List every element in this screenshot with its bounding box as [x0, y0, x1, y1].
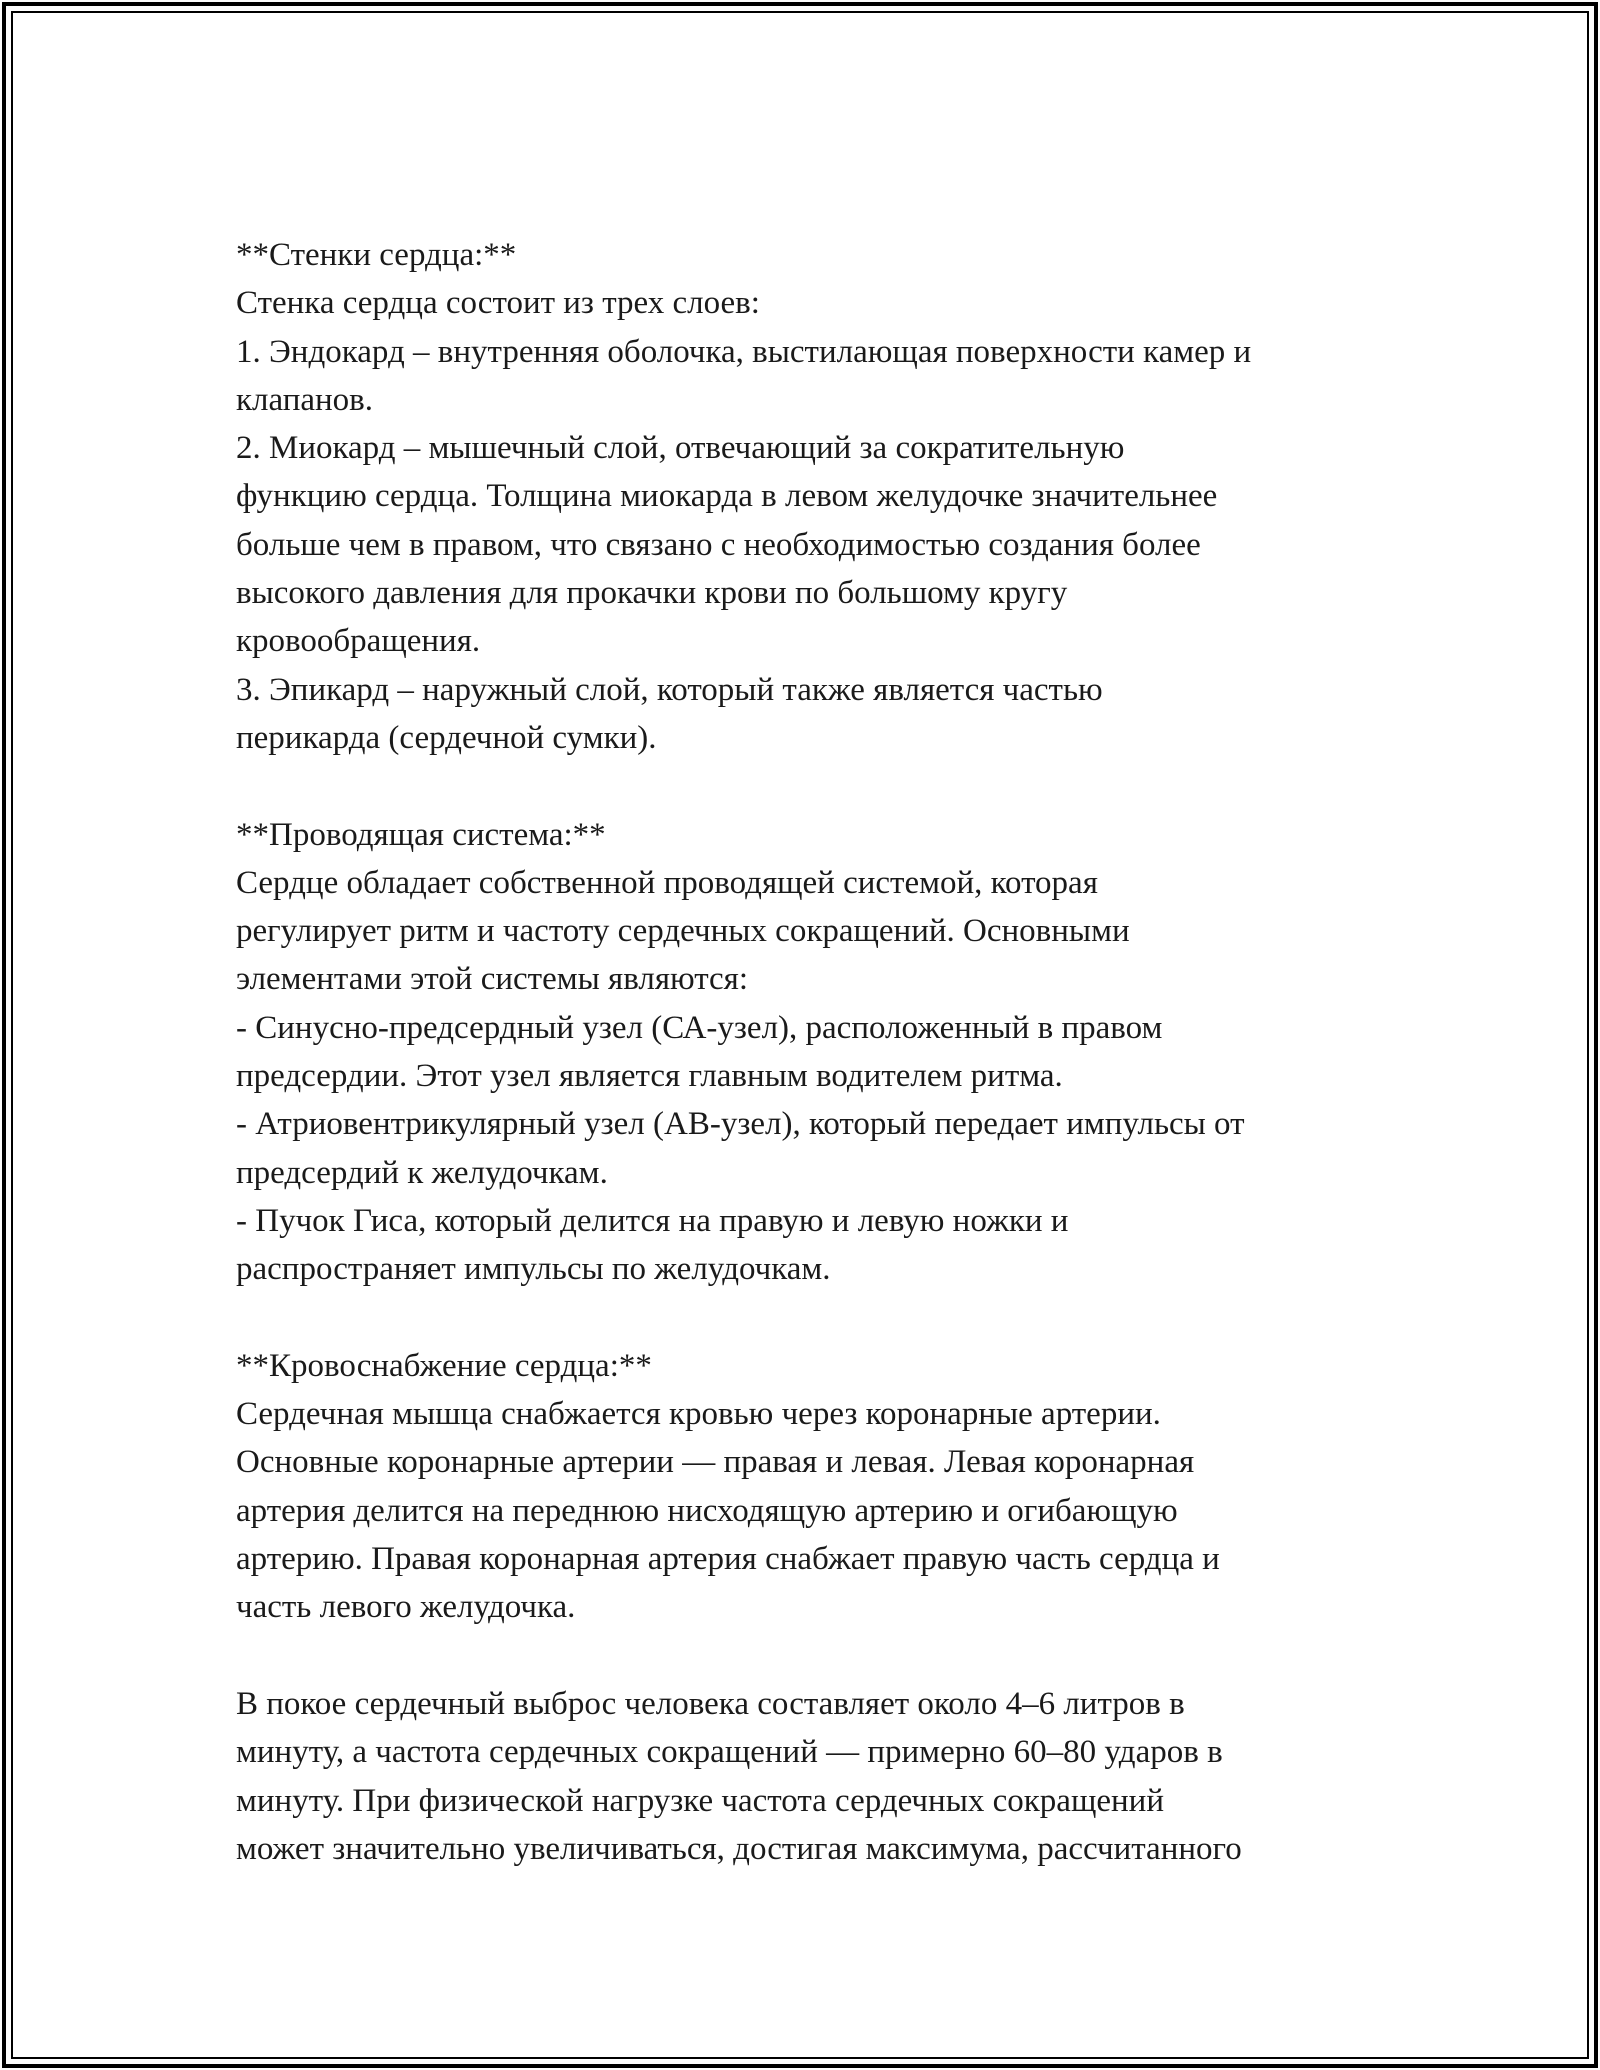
- paragraph-line: функцию сердца. Толщина миокарда в левом желудочке значительнее: [236, 478, 1218, 515]
- paragraph-spacer: [236, 1294, 1386, 1342]
- paragraph-line: артерию. Правая коронарная артерия снабжает правую часть сердца и: [236, 1541, 1220, 1578]
- paragraph-line: минуту. При физической нагрузке частота сердечных сокращений: [236, 1782, 1164, 1819]
- paragraph-line: - Синусно-предсердный узел (СА-узел), расположенный в правом: [236, 1009, 1163, 1046]
- paragraph-line: клапанов.: [236, 381, 374, 418]
- paragraph-line: Стенка сердца состоит из трех слоев:: [236, 285, 760, 322]
- paragraph-line: часть левого желудочка.: [236, 1589, 576, 1626]
- section-walls: [236, 231, 1386, 762]
- paragraph-line: - Пучок Гиса, который делится на правую и левую ножки и: [236, 1202, 1069, 1239]
- paragraph-line: кровообращения.: [236, 623, 481, 660]
- paragraph-line: 1. Эндокард – внутренняя оболочка, выстилающая поверхности камер и: [236, 333, 1252, 370]
- paragraph-line: больше чем в правом, что связано с необходимостью создания более: [236, 526, 1201, 563]
- paragraph-line: В покое сердечный выброс человека составляет около 4–6 литров в: [236, 1685, 1185, 1722]
- paragraph-line: перикарда (сердечной сумки).: [236, 719, 657, 756]
- section-cardiac-output: [236, 1680, 1386, 1873]
- paragraph-line: Сердце обладает собственной проводящей системой, которая: [236, 864, 1098, 901]
- paragraph-line: минуту, а частота сердечных сокращений — примерно 60–80 ударов в: [236, 1734, 1223, 1771]
- paragraph-line: распространяет импульсы по желудочкам.: [236, 1251, 831, 1288]
- section-conduction-system: [236, 811, 1386, 1294]
- paragraph-line: 2. Миокард – мышечный слой, отвечающий за сократительную: [236, 430, 1125, 467]
- paragraph-line: предсердий к желудочкам.: [236, 1154, 608, 1191]
- paragraph-line: может значительно увеличиваться, достигая максимума, рассчитанного: [236, 1830, 1242, 1867]
- section-heading: **Проводящая система:**: [236, 816, 606, 853]
- paragraph-line: элементами этой системы являются:: [236, 961, 749, 998]
- paragraph-line: высокого давления для прокачки крови по большому кругу: [236, 575, 1068, 612]
- paragraph-spacer: [236, 1632, 1386, 1680]
- section-blood-supply: [236, 1342, 1386, 1632]
- document-body: [236, 231, 1386, 1873]
- paragraph-line: предсердии. Этот узел является главным водителем ритма.: [236, 1058, 1063, 1095]
- section-heading: **Стенки сердца:**: [236, 237, 517, 273]
- paragraph-line: 3. Эпикард – наружный слой, который также является частью: [236, 671, 1103, 708]
- paragraph-line: - Атриовентрикулярный узел (АВ-узел), который передает импульсы от: [236, 1106, 1245, 1143]
- paragraph-line: артерия делится на переднюю нисходящую артерию и огибающую: [236, 1492, 1178, 1529]
- paragraph-line: Сердечная мышца снабжается кровью через коронарные артерии.: [236, 1396, 1161, 1433]
- paragraph-line: регулирует ритм и частоту сердечных сокращений. Основными: [236, 913, 1130, 950]
- paragraph-line: Основные коронарные артерии — правая и левая. Левая коронарная: [236, 1444, 1195, 1481]
- paragraph-spacer: [236, 762, 1386, 810]
- section-heading: **Кровоснабжение сердца:**: [236, 1347, 652, 1384]
